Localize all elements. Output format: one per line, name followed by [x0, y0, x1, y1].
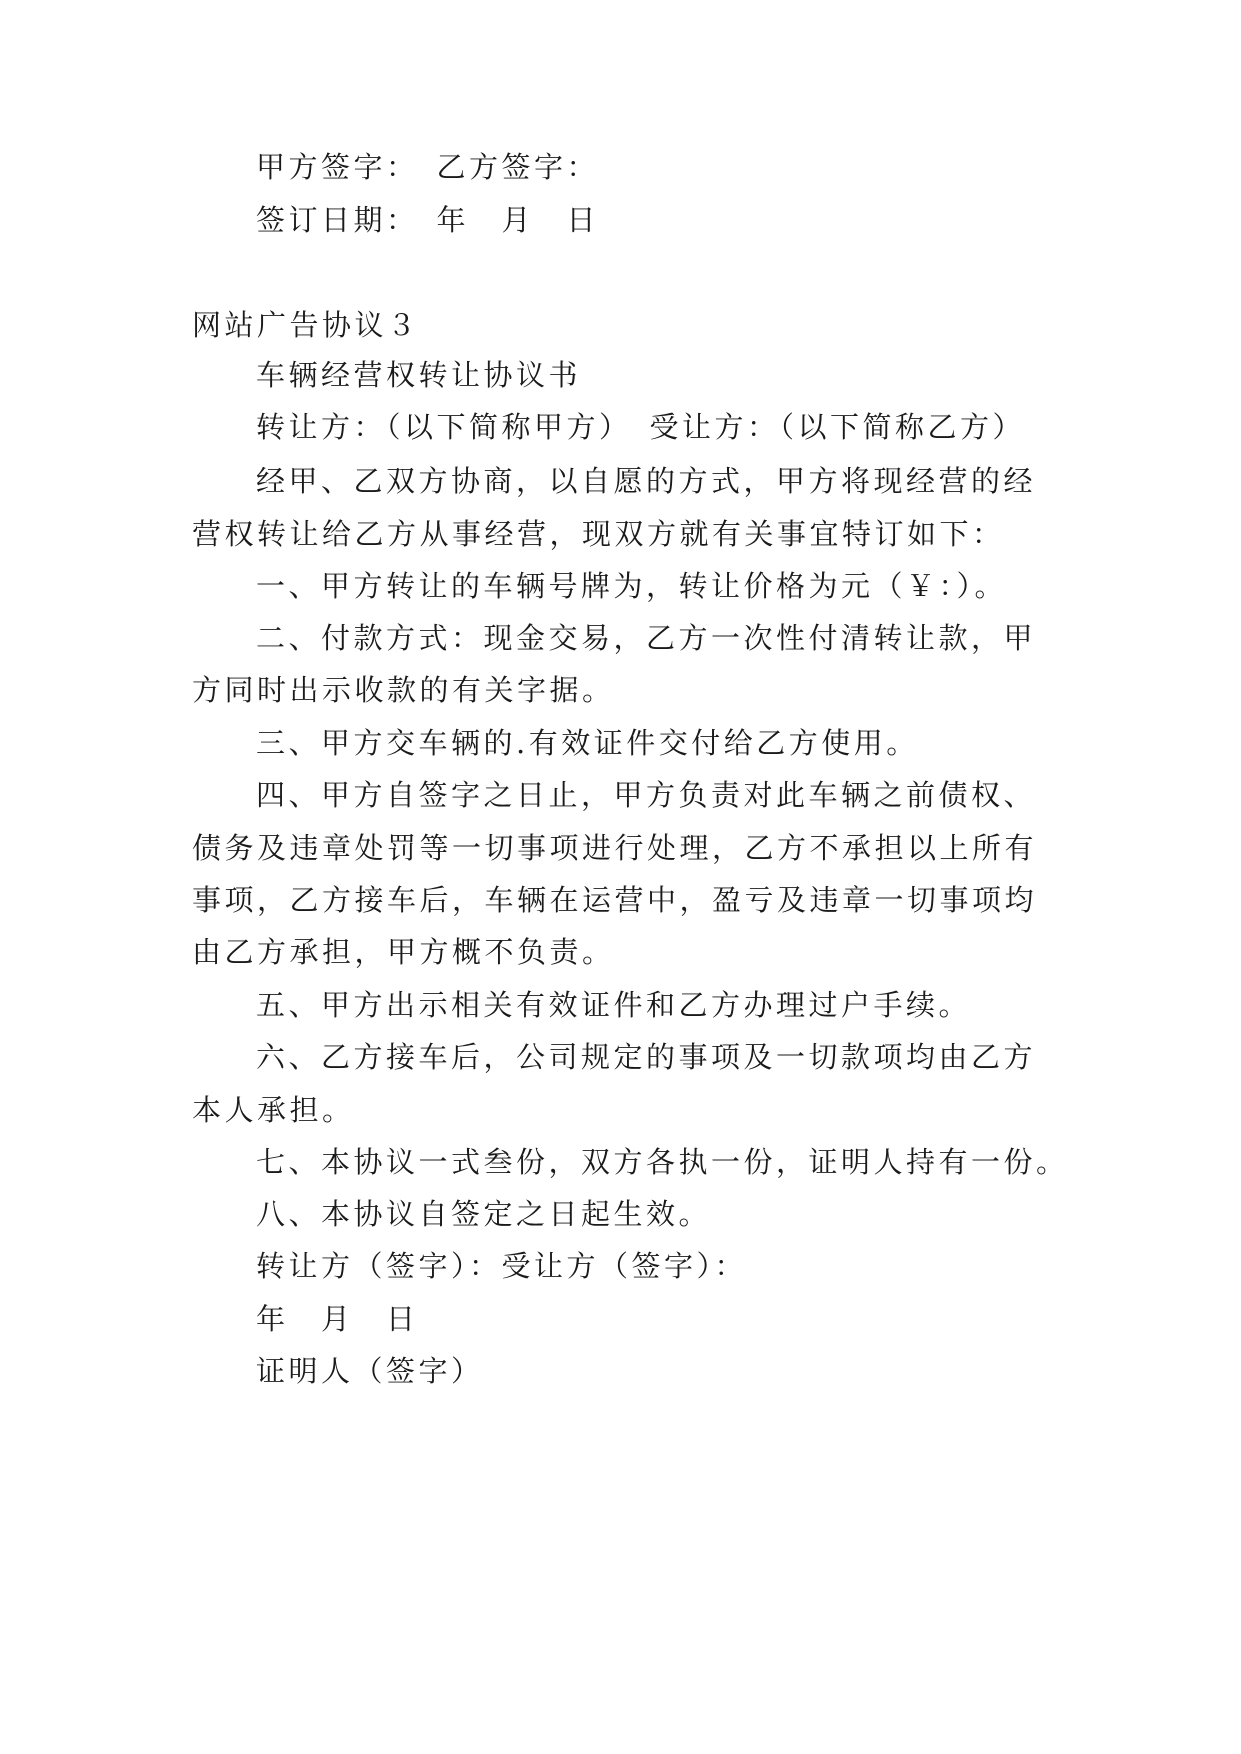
witness-line: 证明人（签字）	[256, 1354, 484, 1388]
clause-5: 五、甲方出示相关有效证件和乙方办理过户手续。	[256, 988, 972, 1022]
intro-line: 营权转让给乙方从事经营，现双方就有关事宜特订如下：	[192, 517, 1005, 551]
intro-line: 经甲、乙双方协商，以自愿的方式，甲方将现经营的经	[256, 464, 1037, 498]
clause-2-continued: 方同时出示收款的有关字据。	[192, 673, 615, 707]
sign-date-line: 年 月 日	[256, 1302, 419, 1336]
signature-line: 甲方签字： 乙方签字：	[256, 150, 600, 184]
clause-8: 八、本协议自签定之日起生效。	[256, 1197, 712, 1231]
clause-6-continued: 本人承担。	[192, 1093, 355, 1127]
parties-line: 转让方：（以下简称甲方） 受让方：（以下简称乙方）	[256, 410, 1026, 444]
clause-7: 七、本协议一式叁份，双方各执一份，证明人持有一份。	[256, 1145, 1069, 1179]
clause-3: 三、甲方交车辆的.有效证件交付给乙方使用。	[256, 726, 919, 760]
clause-1: 一、甲方转让的车辆号牌为，转让价格为元（￥：）。	[256, 569, 1008, 603]
clause-4-continued: 债务及违章处罚等一切事项进行处理，乙方不承担以上所有	[192, 831, 1038, 865]
agreement-title: 车辆经营权转让协议书	[256, 358, 582, 392]
date-line: 签订日期： 年 月 日	[256, 203, 600, 237]
clause-6: 六、乙方接车后，公司规定的事项及一切款项均由乙方	[256, 1040, 1037, 1074]
sign-parties-line: 转让方（签字）：受让方（签字）：	[256, 1249, 748, 1283]
clause-2: 二、付款方式：现金交易，乙方一次性付清转让款，甲	[256, 621, 1037, 655]
section-heading: 网站广告协议３	[192, 308, 420, 342]
clause-4: 四、甲方自签字之日止，甲方负责对此车辆之前债权、	[256, 778, 1037, 812]
clause-4-continued: 事项，乙方接车后，车辆在运营中，盈亏及违章一切事项均	[192, 883, 1038, 917]
clause-4-continued: 由乙方承担，甲方概不负责。	[192, 935, 615, 969]
